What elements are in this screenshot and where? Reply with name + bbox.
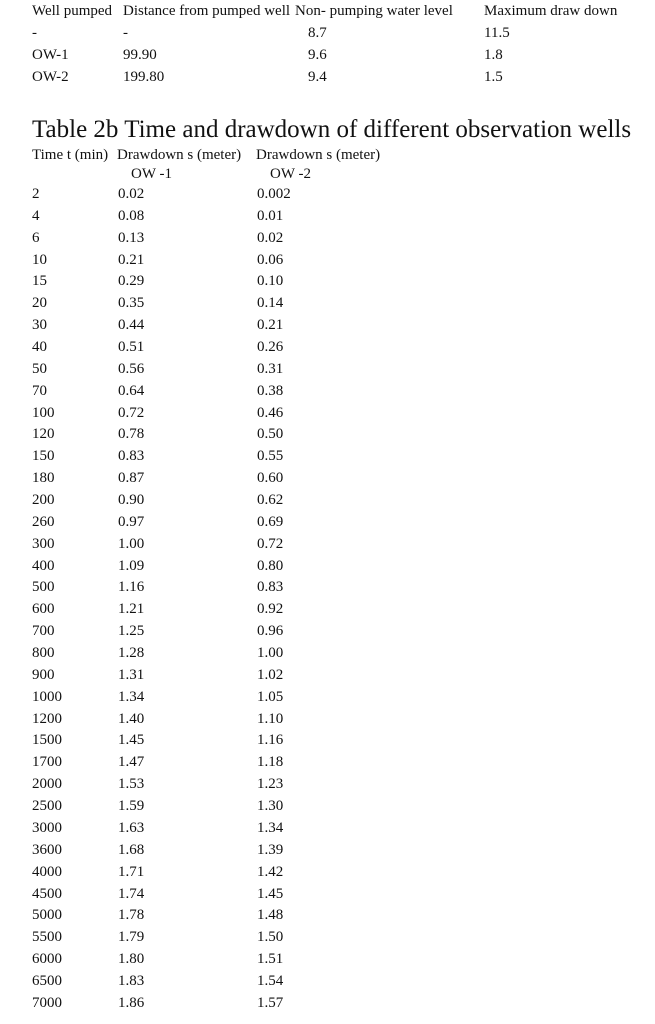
cell-drawdown-ow2: 1.16 (257, 732, 284, 749)
table-row (0, 534, 655, 556)
cell-time: 120 (32, 426, 55, 443)
wells-table-header (0, 0, 655, 22)
cell-drawdown-ow1: 0.29 (118, 273, 145, 290)
cell-drawdown-ow2: 1.10 (257, 710, 284, 727)
cell-drawdown-ow1: 0.51 (118, 339, 145, 356)
cell-drawdown-ow1: 0.02 (118, 186, 145, 202)
cell-drawdown-ow1: 1.40 (118, 710, 145, 727)
cell-drawdown-ow1: 1.78 (118, 907, 145, 924)
cell-drawdown-ow2: 1.23 (257, 776, 284, 793)
table-row (0, 862, 655, 884)
cell-drawdown-ow1: 1.71 (118, 863, 145, 880)
cell-drawdown-ow1: 1.74 (118, 885, 145, 902)
cell-drawdown-ow2: 0.92 (257, 601, 284, 618)
table-row (0, 44, 655, 66)
drawdown-table-body (0, 184, 655, 1015)
cell-drawdown-ow2: 0.06 (257, 251, 284, 268)
cell-distance: 199.80 (123, 69, 165, 85)
cell-drawdown-ow2: 1.51 (257, 951, 284, 968)
cell-drawdown-ow1: 0.90 (118, 492, 145, 509)
table-row (0, 206, 655, 228)
cell-drawdown-ow1: 0.13 (118, 229, 145, 246)
table-row (0, 293, 655, 315)
cell-drawdown-ow1: 1.80 (118, 951, 145, 968)
cell-drawdown-ow2: 1.57 (257, 994, 284, 1011)
table-row (0, 730, 655, 752)
cell-drawdown-ow2: 0.72 (257, 535, 284, 552)
cell-time: 15 (32, 273, 47, 290)
cell-drawdown-ow2: 0.31 (257, 360, 284, 377)
table-row (0, 709, 655, 731)
cell-time: 2000 (32, 776, 62, 793)
cell-drawdown-ow1: 1.25 (118, 623, 145, 640)
cell-drawdown-ow1: 0.97 (118, 513, 145, 530)
cell-drawdown-ow1: 1.63 (118, 819, 145, 836)
cell-time: 6500 (32, 972, 62, 989)
table-row (0, 752, 655, 774)
cell-time: 20 (32, 295, 47, 312)
table-row (0, 556, 655, 578)
cell-drawdown-ow2: 0.26 (257, 339, 284, 356)
cell-water-level: 9.6 (308, 47, 327, 63)
cell-time: 10 (32, 251, 47, 268)
table-row (0, 337, 655, 359)
cell-drawdown-ow2: 0.21 (257, 317, 284, 334)
cell-time: 300 (32, 535, 55, 552)
header-drawdown-ow2: Drawdown s (meter) (256, 147, 381, 163)
cell-drawdown-ow1: 0.83 (118, 448, 145, 465)
cell-time: 5000 (32, 907, 62, 924)
cell-drawdown-ow2: 1.02 (257, 666, 284, 683)
wells-table (0, 0, 655, 88)
cell-water-level: 9.4 (308, 69, 327, 85)
cell-time: 200 (32, 492, 55, 509)
cell-time: 2 (32, 186, 40, 202)
cell-drawdown-ow2: 1.18 (257, 754, 284, 771)
header-distance: Distance from pumped well (123, 3, 291, 19)
cell-time: 260 (32, 513, 55, 530)
cell-drawdown-ow2: 0.01 (257, 207, 284, 224)
table-row (0, 621, 655, 643)
cell-time: 30 (32, 317, 47, 334)
cell-time: 180 (32, 470, 55, 487)
table-caption: Table 2b Time and drawdown of different observation wells (32, 116, 632, 143)
table-row (0, 905, 655, 927)
table-row (0, 927, 655, 949)
cell-max-drawdown: 1.5 (484, 69, 503, 85)
cell-well: OW-2 (32, 69, 69, 85)
header-max-drawdown: Maximum draw down (484, 3, 618, 19)
cell-drawdown-ow2: 1.30 (257, 798, 284, 815)
cell-time: 4500 (32, 885, 62, 902)
cell-drawdown-ow1: 1.68 (118, 841, 145, 858)
cell-drawdown-ow1: 1.00 (118, 535, 145, 552)
table-row (0, 271, 655, 293)
cell-drawdown-ow1: 1.21 (118, 601, 145, 618)
cell-drawdown-ow2: 1.34 (257, 819, 284, 836)
table-row (0, 993, 655, 1015)
cell-drawdown-ow1: 1.53 (118, 776, 145, 793)
cell-drawdown-ow2: 1.00 (257, 645, 284, 662)
table-row (0, 184, 655, 206)
cell-drawdown-ow2: 0.62 (257, 492, 284, 509)
cell-drawdown-ow1: 0.08 (118, 207, 145, 224)
table-row (0, 599, 655, 621)
cell-drawdown-ow2: 0.83 (257, 579, 284, 596)
cell-time: 6000 (32, 951, 62, 968)
cell-drawdown-ow2: 1.50 (257, 929, 284, 946)
cell-drawdown-ow1: 0.64 (118, 382, 145, 399)
cell-drawdown-ow2: 0.10 (257, 273, 284, 290)
cell-drawdown-ow2: 0.002 (257, 186, 291, 202)
table-row (0, 66, 655, 88)
table-row (0, 359, 655, 381)
cell-time: 100 (32, 404, 55, 421)
cell-time: 600 (32, 601, 55, 618)
header-water-level: Non- pumping water level (295, 3, 453, 19)
cell-drawdown-ow1: 0.21 (118, 251, 145, 268)
table-row (0, 796, 655, 818)
cell-drawdown-ow1: 1.59 (118, 798, 145, 815)
cell-drawdown-ow1: 1.83 (118, 972, 145, 989)
drawdown-table-header (0, 144, 655, 184)
cell-drawdown-ow2: 1.54 (257, 972, 284, 989)
cell-drawdown-ow2: 0.14 (257, 295, 284, 312)
cell-drawdown-ow2: 0.96 (257, 623, 284, 640)
cell-time: 1000 (32, 688, 62, 705)
cell-time: 4 (32, 207, 40, 224)
cell-drawdown-ow1: 1.16 (118, 579, 145, 596)
cell-distance: - (123, 25, 128, 41)
table-row (0, 250, 655, 272)
cell-time: 400 (32, 557, 55, 574)
cell-drawdown-ow1: 0.87 (118, 470, 145, 487)
cell-water-level: 8.7 (308, 25, 327, 41)
cell-drawdown-ow2: 0.69 (257, 513, 284, 530)
cell-drawdown-ow1: 0.44 (118, 317, 145, 334)
table-row (0, 424, 655, 446)
table-row (0, 665, 655, 687)
table-row (0, 22, 655, 44)
cell-well: OW-1 (32, 47, 69, 63)
table-row (0, 949, 655, 971)
cell-time: 3000 (32, 819, 62, 836)
cell-drawdown-ow1: 0.72 (118, 404, 145, 421)
cell-well: - (32, 25, 37, 41)
cell-max-drawdown: 1.8 (484, 47, 503, 63)
cell-time: 800 (32, 645, 55, 662)
cell-drawdown-ow1: 1.09 (118, 557, 145, 574)
header-time: Time t (min) (32, 147, 109, 163)
table-row (0, 468, 655, 490)
cell-drawdown-ow2: 0.80 (257, 557, 284, 574)
table-row (0, 446, 655, 468)
cell-time: 2500 (32, 798, 62, 815)
cell-drawdown-ow1: 1.34 (118, 688, 145, 705)
cell-drawdown-ow2: 0.50 (257, 426, 284, 443)
cell-time: 70 (32, 382, 47, 399)
table-row (0, 687, 655, 709)
cell-drawdown-ow1: 1.31 (118, 666, 145, 683)
table-row (0, 840, 655, 862)
table-row (0, 512, 655, 534)
cell-time: 5500 (32, 929, 62, 946)
table-row (0, 228, 655, 250)
cell-time: 40 (32, 339, 47, 356)
table-row (0, 971, 655, 993)
cell-drawdown-ow1: 1.47 (118, 754, 145, 771)
cell-time: 1700 (32, 754, 62, 771)
cell-drawdown-ow2: 1.05 (257, 688, 284, 705)
header-drawdown-ow1: Drawdown s (meter) (117, 147, 242, 163)
cell-drawdown-ow2: 0.38 (257, 382, 284, 399)
cell-drawdown-ow2: 0.46 (257, 404, 284, 421)
table-row (0, 577, 655, 599)
cell-time: 150 (32, 448, 55, 465)
cell-max-drawdown: 11.5 (484, 25, 510, 41)
cell-time: 900 (32, 666, 55, 683)
table-row (0, 315, 655, 337)
cell-drawdown-ow2: 1.48 (257, 907, 284, 924)
table-row (0, 643, 655, 665)
cell-drawdown-ow1: 0.56 (118, 360, 145, 377)
cell-time: 1500 (32, 732, 62, 749)
cell-drawdown-ow2: 0.60 (257, 470, 284, 487)
cell-drawdown-ow1: 1.28 (118, 645, 145, 662)
table-row (0, 381, 655, 403)
cell-drawdown-ow2: 0.02 (257, 229, 284, 246)
cell-drawdown-ow2: 1.42 (257, 863, 284, 880)
subheader-ow2: OW -2 (270, 166, 311, 182)
cell-drawdown-ow2: 1.39 (257, 841, 284, 858)
cell-drawdown-ow1: 0.78 (118, 426, 145, 443)
cell-drawdown-ow1: 1.45 (118, 732, 145, 749)
cell-drawdown-ow2: 0.55 (257, 448, 284, 465)
cell-time: 7000 (32, 994, 62, 1011)
cell-time: 3600 (32, 841, 62, 858)
cell-drawdown-ow1: 1.86 (118, 994, 145, 1011)
cell-time: 50 (32, 360, 47, 377)
cell-time: 700 (32, 623, 55, 640)
cell-time: 500 (32, 579, 55, 596)
cell-drawdown-ow1: 1.79 (118, 929, 145, 946)
cell-time: 4000 (32, 863, 62, 880)
table-row (0, 490, 655, 512)
table-row (0, 403, 655, 425)
cell-time: 1200 (32, 710, 62, 727)
subheader-ow1: OW -1 (131, 166, 172, 182)
table-row (0, 774, 655, 796)
cell-drawdown-ow1: 0.35 (118, 295, 145, 312)
table-row (0, 818, 655, 840)
header-well-pumped: Well pumped (32, 3, 113, 19)
cell-time: 6 (32, 229, 40, 246)
table-row (0, 884, 655, 906)
cell-drawdown-ow2: 1.45 (257, 885, 284, 902)
cell-distance: 99.90 (123, 47, 157, 63)
